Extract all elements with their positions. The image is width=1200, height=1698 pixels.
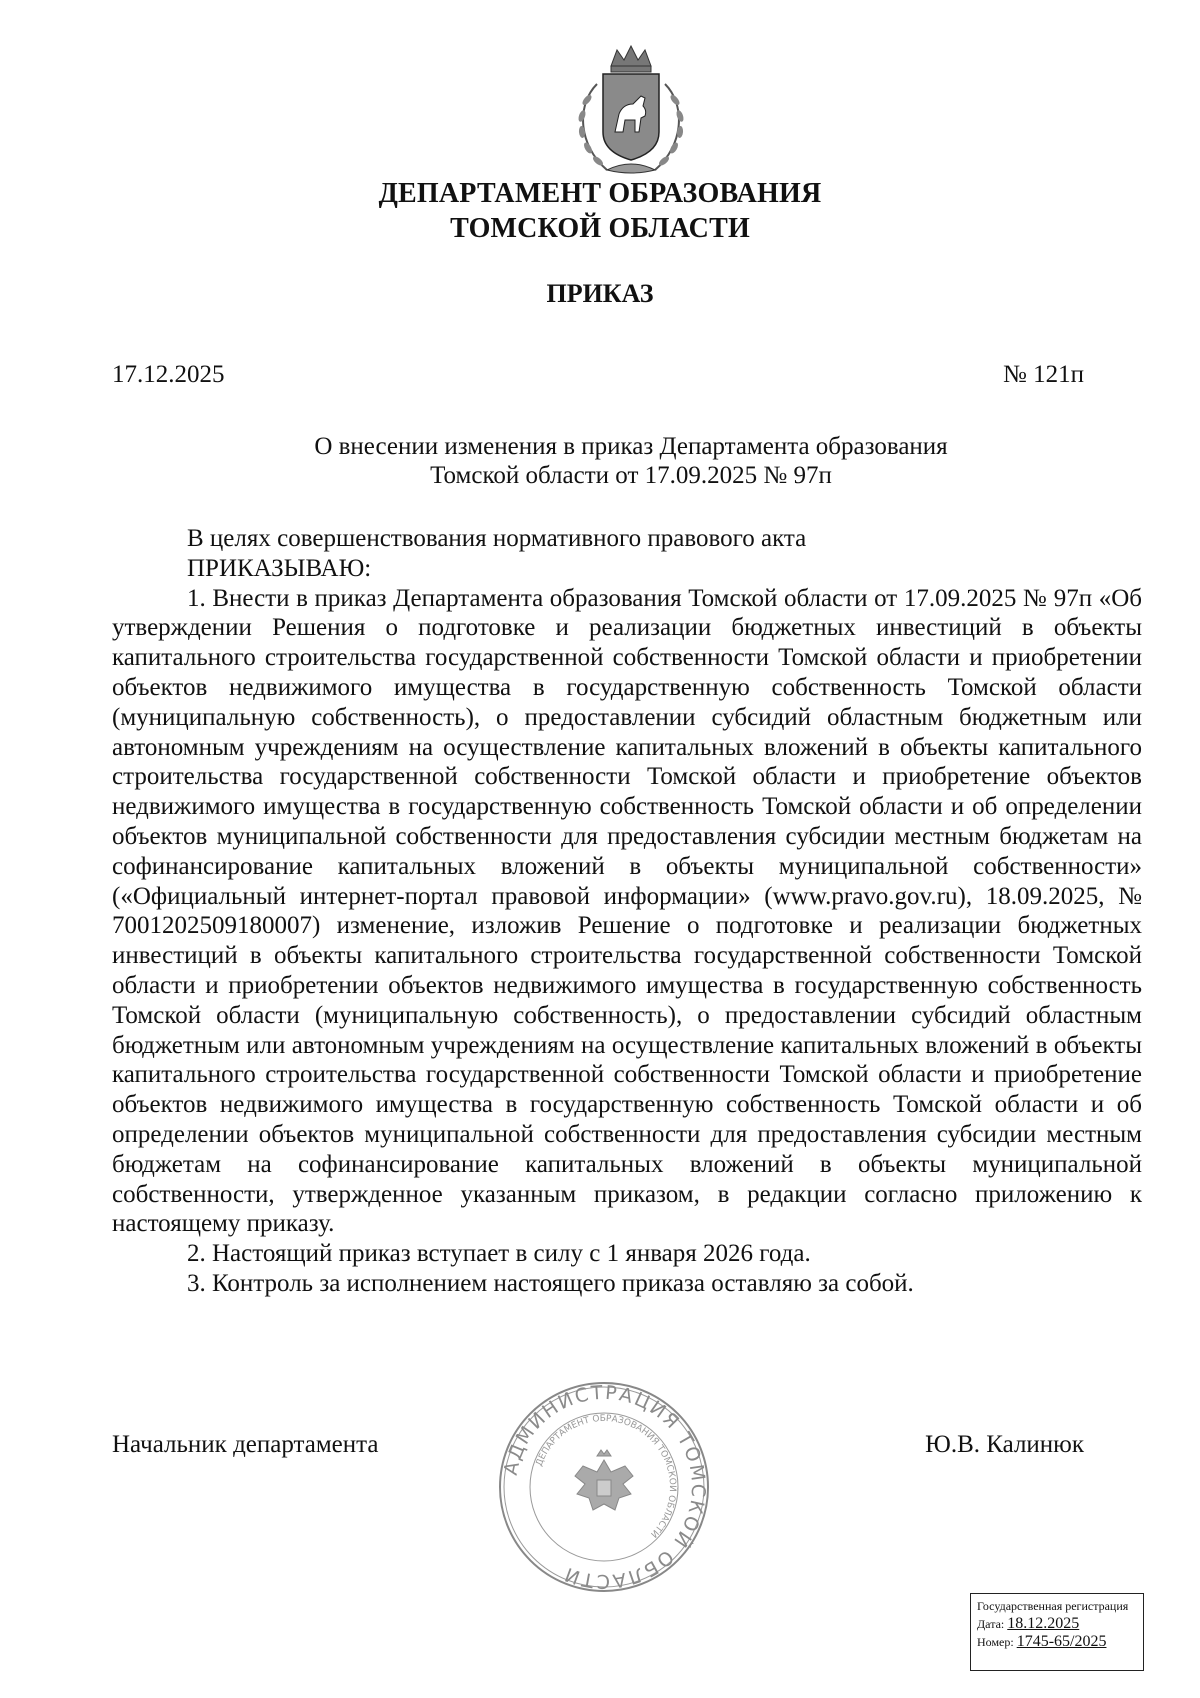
official-seal	[497, 1380, 711, 1594]
department-line-1: ДЕПАРТАМЕНТ ОБРАЗОВАНИЯ	[378, 178, 822, 209]
registration-date-label: Дата:	[977, 1617, 1005, 1631]
preamble: В целях совершенствования нормативного правового акта	[187, 525, 807, 552]
order-word: ПРИКАЗЫВАЮ:	[187, 554, 372, 582]
seal-outer-text: АДМИНИСТРАЦИЯ ТОМСКОЙ ОБЛАСТИ	[499, 1381, 710, 1593]
document-date: 17.12.2025	[112, 361, 225, 388]
order-item-2: 2. Настоящий приказ вступает в силу с 1 января 2026 года.	[187, 1240, 811, 1268]
document-type: ПРИКАЗ	[546, 279, 654, 308]
subject-line-2: Томской области от 17.09.2025 № 97п	[430, 462, 832, 489]
document-subject	[0, 432, 1200, 490]
document-body	[112, 524, 1142, 1299]
signatory-name: Ю.В. Калинюк	[925, 1431, 1084, 1458]
registration-number-value: 1745-65/2025	[1016, 1633, 1107, 1650]
order-item-3: 3. Контроль за исполнением настоящего приказа оставляю за собой.	[187, 1269, 914, 1297]
registration-number-label: Номер:	[977, 1635, 1014, 1649]
coat-of-arms-icon	[567, 44, 695, 178]
registration-date-value: 18.12.2025	[1007, 1615, 1080, 1632]
document-number: № 121п	[1003, 361, 1084, 388]
subject-line-1: О внесении изменения в приказ Департамента образования	[314, 433, 948, 460]
department-line-2: ТОМСКОЙ ОБЛАСТИ	[450, 213, 750, 244]
registration-number-row	[977, 1633, 1137, 1651]
order-item-1: 1. Внести в приказ Департамента образования Томской области от 17.09.2025 № 97п «Об утверждении Решения о подготовке и реализации бюджетных инвестиций в объекты капитального строительства государственной собственности Томской области и приобретении объектов недвижимого имущества в государственную собственность Томской области (муниципальную собственность), о предоставлении субсидий областным бюджетным или автономным учреждениям на осуществление капитальных вложений в объекты капитального строительства государственной собственности Томской области и приобретение объектов недвижимого имущества в государственную собственность Томской области и об определении объектов муниципальной собственности для предоставления субсидии местным бюджетам на софинансирование капитальных вложений в объекты муниципальной собственности» («Официальный интернет-портал правовой информации» (www.pravo.gov.ru), 18.09.2025, № 7001202509180007) изменение, изложив Решение о подготовке и реализации бюджетных инвестиций в объекты капитального строительства государственной собственности Томской области и приобретении объектов недвижимого имущества в государственную собственность Томской области (муниципальную собственность), о предоставлении субсидий областным бюджетным или автономным учреждениям на осуществление капитальных вложений в объекты капитального строительства государственной собственности Томской области и приобретение объектов недвижимого имущества в государственную собственность Томской области и об определении объектов муниципальной собственности для предоставления субсидии местным бюджетам на софинансирование капитальных вложений в объекты муниципальной собственности, утвержденное указанным приказом, в редакции согласно приложению к настоящему приказу.	[112, 584, 1142, 1238]
registration-date-row	[977, 1615, 1137, 1633]
signatory-role: Начальник департамента	[112, 1431, 379, 1458]
registration-title: Государственная регистрация	[977, 1599, 1129, 1613]
double-headed-eagle-icon	[575, 1450, 633, 1510]
registration-stamp	[970, 1593, 1144, 1671]
department-name	[0, 176, 1200, 246]
seal-inner-text: ДЕПАРТАМЕНТ ОБРАЗОВАНИЯ ТОМСКОЙ ОБЛАСТИ	[534, 1413, 678, 1539]
